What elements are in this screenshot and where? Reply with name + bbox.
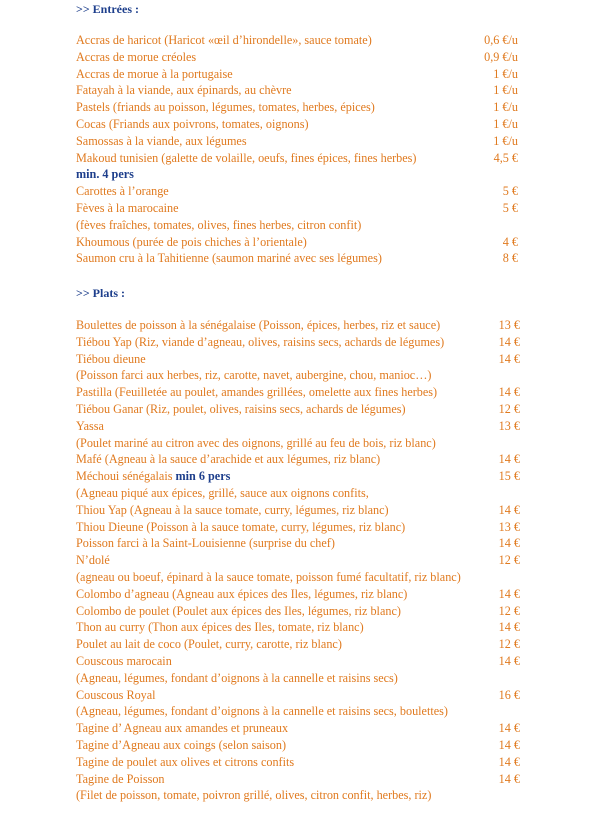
- menu-item: [76, 552, 536, 569]
- item-name-text: (Agneau piqué aux épices, grillé, sauce aux oignons confits,: [76, 485, 369, 500]
- menu-item: [76, 133, 536, 150]
- item-price: 13 €: [498, 519, 520, 534]
- item-name: [76, 82, 292, 99]
- item-price: 0,9 €/u: [484, 49, 518, 64]
- item-name: [76, 367, 431, 384]
- item-price: 14 €: [498, 620, 520, 635]
- item-name-text: Tagine d’ Agneau aux amandes et pruneaux: [76, 721, 289, 736]
- item-name-text: Tiébou Ganar (Riz, poulet, olives, raisins secs, achards de légumes): [76, 401, 406, 416]
- item-name: [76, 133, 247, 150]
- item-name-text: (fèves fraîches, tomates, olives, fines herbes, citron confit): [76, 217, 362, 232]
- item-name-text: Samossas à la viande, aux légumes: [76, 133, 247, 148]
- item-name: [76, 687, 156, 704]
- item-name: [76, 586, 407, 603]
- menu-item: [76, 670, 536, 687]
- item-name: [76, 351, 146, 368]
- item-price: 14 €: [498, 721, 520, 736]
- menu-item: [76, 234, 536, 251]
- item-name-text: Poisson farci à la Saint-Louisienne (surprise du chef): [76, 536, 335, 551]
- item-name-text: Tagine de Poisson: [76, 771, 165, 786]
- item-name: [76, 32, 372, 49]
- item-name-text: Carottes à l’orange: [76, 184, 169, 199]
- item-name-text: Méchoui sénégalais: [76, 469, 176, 484]
- item-name: [76, 49, 196, 66]
- item-price: 14 €: [498, 502, 520, 517]
- menu-item: [76, 535, 536, 552]
- item-name-text: Pastels (friands au poisson, légumes, tomates, herbes, épices): [76, 100, 375, 115]
- menu-item: [76, 451, 536, 468]
- item-name-text: Accras de morue à la portugaise: [76, 66, 233, 81]
- plats-list: [76, 317, 536, 804]
- item-name: [76, 451, 380, 468]
- item-price: 1 €/u: [493, 116, 518, 131]
- item-price: 14 €: [498, 771, 520, 786]
- menu-item: [76, 653, 536, 670]
- menu-item: [76, 737, 536, 754]
- menu-item: [76, 32, 536, 49]
- item-name: [76, 603, 401, 620]
- item-price: 12 €: [498, 553, 520, 568]
- item-name-text: Tiébou Yap (Riz, viande d’agneau, olives, raisins secs, achards de légumes): [76, 334, 445, 349]
- menu-item: [76, 787, 536, 804]
- item-name-text: Tiébou dieune: [76, 351, 146, 366]
- item-name-text: Fèves à la marocaine: [76, 200, 179, 215]
- menu-item: [76, 754, 536, 771]
- menu-item: [76, 384, 536, 401]
- plats-heading: >> Plats :: [76, 286, 126, 300]
- entrees-heading: >> Entrées :: [76, 2, 139, 16]
- item-price: 14 €: [498, 586, 520, 601]
- item-name: [76, 754, 294, 771]
- menu-item: [76, 150, 536, 167]
- item-name: [76, 535, 335, 552]
- item-name: [76, 737, 286, 754]
- item-name-text: (Agneau, légumes, fondant d’oignons à la cannelle et raisins secs, boulettes): [76, 704, 448, 719]
- menu-item: [76, 200, 536, 217]
- menu-item: [76, 183, 536, 200]
- item-name-text: Saumon cru à la Tahitienne (saumon mariné avec ses légumes): [76, 251, 382, 266]
- item-name: [76, 234, 307, 251]
- item-name: [76, 250, 382, 267]
- item-name: [76, 317, 440, 334]
- item-name: [76, 787, 431, 804]
- item-price: 14 €: [498, 653, 520, 668]
- item-name: [76, 720, 288, 737]
- item-name-text: Tagine d’Agneau aux coings (selon saison): [76, 737, 287, 752]
- menu-item: [76, 116, 536, 133]
- item-name: [76, 619, 364, 636]
- menu-item: [76, 502, 536, 519]
- item-name-text: Fatayah à la viande, aux épinards, au chèvre: [76, 83, 292, 98]
- item-price: 1 €/u: [493, 83, 518, 98]
- item-name: [76, 569, 461, 586]
- menu-item: [76, 99, 536, 116]
- item-price: 1 €/u: [493, 133, 518, 148]
- menu-item: [76, 418, 536, 435]
- item-name: [76, 435, 436, 452]
- menu-item: [76, 586, 536, 603]
- item-name-text: Poulet au lait de coco (Poulet, curry, carotte, riz blanc): [76, 637, 342, 652]
- item-name: [76, 636, 342, 653]
- item-name-text: Cocas (Friands aux poivrons, tomates, oignons): [76, 116, 309, 131]
- menu-item: [76, 485, 536, 502]
- item-name: [76, 468, 230, 485]
- item-price: 13 €: [498, 318, 520, 332]
- menu-item: [76, 334, 536, 351]
- item-name: [76, 519, 405, 536]
- item-name-text: Thiou Yap (Agneau à la sauce tomate, curry, légumes, riz blanc): [76, 502, 389, 517]
- menu-item: [76, 687, 536, 704]
- item-price: 14 €: [498, 385, 520, 400]
- item-name: [76, 670, 398, 687]
- item-name-text: (Agneau, légumes, fondant d’oignons à la cannelle et raisins secs): [76, 670, 398, 685]
- menu-item: [76, 771, 536, 788]
- item-price: 1 €/u: [493, 66, 518, 81]
- min-persons-note: min. 4 pers: [76, 167, 134, 182]
- item-name: [76, 150, 416, 167]
- menu-item: [76, 619, 536, 636]
- item-name: [76, 502, 389, 519]
- item-name-text: Couscous Royal: [76, 687, 156, 702]
- item-price: 1 €/u: [493, 100, 518, 115]
- item-name-text: Colombo d’agneau (Agneau aux épices des Iles, légumes, riz blanc): [76, 586, 408, 601]
- item-name-text: (Filet de poisson, tomate, poivron grillé, olives, citron confit, herbes, riz): [76, 788, 432, 803]
- menu-item: [76, 435, 536, 452]
- entrees-list: [76, 32, 536, 267]
- item-name-text: (agneau ou boeuf, épinard à la sauce tomate, poisson fumé facultatif, riz blanc): [76, 569, 461, 584]
- item-price: 14 €: [498, 334, 520, 349]
- item-name: [76, 217, 361, 234]
- item-name: [76, 703, 448, 720]
- item-name: [76, 116, 309, 133]
- menu-item: [76, 66, 536, 83]
- item-price: 14 €: [498, 754, 520, 769]
- item-name: [76, 384, 437, 401]
- item-price: 12 €: [498, 603, 520, 618]
- menu-item: [76, 367, 536, 384]
- menu-item: [76, 519, 536, 536]
- item-name-text: (Poulet mariné au citron avec des oignons, grillé au feu de bois, riz blanc): [76, 435, 436, 450]
- item-price: 5 €: [502, 200, 518, 215]
- item-price: 5 €: [502, 184, 518, 199]
- min-persons-note: min 6 pers: [175, 469, 231, 484]
- item-name: [76, 334, 444, 351]
- menu-item: [76, 468, 536, 485]
- item-name-text: Khoumous (purée de pois chiches à l’orientale): [76, 234, 307, 249]
- item-price: 8 €: [502, 251, 518, 266]
- item-name: [76, 418, 104, 435]
- item-name: [76, 183, 169, 200]
- item-name-text: Pastilla (Feuilletée au poulet, amandes grillées, omelette aux fines herbes): [76, 385, 438, 400]
- item-name: [76, 485, 369, 502]
- item-name-text: Accras de morue créoles: [76, 49, 197, 64]
- item-name-text: Accras de haricot (Haricot «œil d’hirondelle», sauce tomate): [76, 33, 372, 47]
- item-price: 16 €: [498, 687, 520, 702]
- item-price: 13 €: [498, 418, 520, 433]
- item-price: 15 €: [498, 469, 520, 484]
- item-price: 14 €: [498, 351, 520, 366]
- menu-item: [76, 703, 536, 720]
- menu-item: [76, 82, 536, 99]
- menu-item: [76, 720, 536, 737]
- menu-item: [76, 250, 536, 267]
- item-price: 14 €: [498, 536, 520, 551]
- item-name-text: Boulettes de poisson à la sénégalaise (Poisson, épices, herbes, riz et sauce): [76, 318, 441, 332]
- item-price: 14 €: [498, 452, 520, 467]
- menu-item: [76, 49, 536, 66]
- menu-item: [76, 636, 536, 653]
- item-name: [76, 200, 179, 217]
- item-name: [76, 166, 134, 183]
- item-name-text: Couscous marocain: [76, 653, 172, 668]
- item-name: [76, 771, 165, 788]
- item-price: 12 €: [498, 401, 520, 416]
- item-name-text: N’dolé: [76, 553, 110, 568]
- menu-item: [76, 351, 536, 368]
- item-name-text: Mafé (Agneau à la sauce d’arachide et aux légumes, riz blanc): [76, 452, 381, 467]
- item-name-text: Colombo de poulet (Poulet aux épices des Iles, légumes, riz blanc): [76, 603, 401, 618]
- item-name-text: Makoud tunisien (galette de volaille, oeufs, fines épices, fines herbes): [76, 150, 417, 165]
- menu-item: [76, 166, 536, 183]
- item-name-text: (Poisson farci aux herbes, riz, carotte, navet, aubergine, chou, manioc…): [76, 368, 432, 383]
- menu-item: [76, 569, 536, 586]
- item-price: 4 €: [502, 234, 518, 249]
- item-price: 12 €: [498, 637, 520, 652]
- item-name: [76, 552, 110, 569]
- item-price: 14 €: [498, 737, 520, 752]
- menu-item: [76, 217, 536, 234]
- menu-item: [76, 603, 536, 620]
- item-price: 4,5 €: [493, 150, 518, 165]
- item-name: [76, 99, 375, 116]
- item-name: [76, 653, 172, 670]
- item-name-text: Thiou Dieune (Poisson à la sauce tomate, curry, légumes, riz blanc): [76, 519, 406, 534]
- item-price: 0,6 €/u: [484, 33, 518, 47]
- item-name-text: Yassa: [76, 418, 104, 433]
- item-name-text: Thon au curry (Thon aux épices des Iles, tomate, riz blanc): [76, 620, 364, 635]
- item-name: [76, 66, 233, 83]
- item-name-text: Tagine de poulet aux olives et citrons confits: [76, 754, 295, 769]
- menu-item: [76, 317, 536, 334]
- item-name: [76, 401, 406, 418]
- menu-item: [76, 401, 536, 418]
